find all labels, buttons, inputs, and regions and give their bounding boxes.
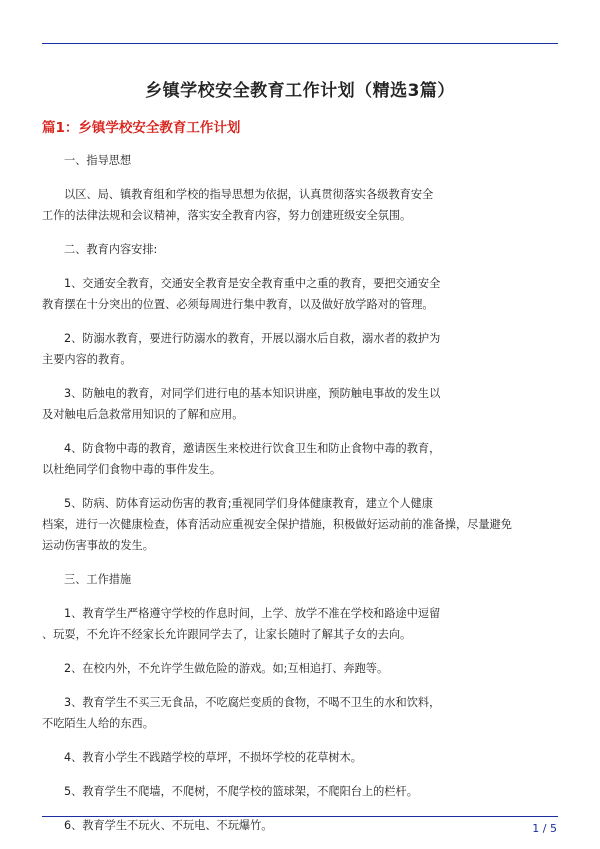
paragraph-line: 3、防触电的教育，对同学们进行电的基本知识讲座，预防触电事故的发生以 [64,387,441,400]
section-heading: 二、教育内容安排: [64,243,158,256]
paragraph [42,493,558,556]
paragraph-line: 不吃陌生人给的东西。 [42,717,154,730]
paragraph-line: 主要内容的教育。 [42,353,132,366]
paragraph-line: 、玩耍，不允许不经家长允许跟同学去了，让家长随时了解其子女的去向。 [42,628,412,641]
paragraph-line: 1、教育学生严格遵守学校的作息时间，上学、放学不准在学校和路途中逗留 [64,607,441,620]
paragraph [42,692,558,734]
paragraph [42,438,558,480]
paragraph-line: 以杜绝同学们食物中毒的事件发生。 [42,463,222,476]
paragraph-line: 及对触电后急救常用知识的了解和应用。 [42,408,244,421]
paragraph [42,184,558,226]
page-indicator: 1 / 5 [532,822,557,835]
paragraph-line: 1、交通安全教育，交通安全教育是安全教育重中之重的教育，要把交通安全 [64,277,441,290]
paragraph-line: 2、在校内外，不允许学生做危险的游戏。如;互相追打、奔跑等。 [64,662,389,675]
paragraph-line: 5、防病、防体育运动伤害的教育;重视同学们身体健康教育，建立个人健康 [64,497,433,510]
paragraph-line: 3、教育学生不买三无食品，不吃腐烂变质的食物，不喝不卫生的水和饮料， [64,696,441,709]
paragraph-line: 6、教育学生不玩火、不玩电、不玩爆竹。 [64,819,273,832]
paragraph-line: 4、教育小学生不践踏学校的草坪，不损坏学校的花草树木。 [64,751,362,764]
document-body [42,150,558,849]
paragraph-line: 4、防食物中毒的教育，邀请医生来校进行饮食卫生和防止食物中毒的教育， [64,442,441,455]
paragraph-line: 2、防溺水教育，要进行防溺水的教育，开展以溺水后自救，溺水者的救护为 [64,332,441,345]
paragraph [42,328,558,370]
paragraph [42,658,558,679]
paragraph-line: 运动伤害事故的发生。 [42,539,154,552]
paragraph [42,383,558,425]
paragraph-line: 5、教育学生不爬墙，不爬树，不爬学校的篮球架，不爬阳台上的栏杆。 [64,785,418,798]
section-heading: 三、工作措施 [64,573,132,586]
header-rule [42,43,558,44]
paragraph-line: 工作的法律法规和会议精神，落实安全教育内容，努力创建班级安全氛围。 [42,209,412,222]
paragraph-line: 以区、局、镇教育组和学校的指导思想为依据，认真贯彻落实各级教育安全 [64,188,434,201]
paragraph [42,273,558,315]
article-title: 篇1：乡镇学校安全教育工作计划 [42,120,241,136]
document-title: 乡镇学校安全教育工作计划（精选3篇） [145,81,455,101]
paragraph-line: 教育摆在十分突出的位置、必须每周进行集中教育，以及做好放学路对的管理。 [42,298,434,311]
paragraph [42,815,558,836]
paragraph [42,781,558,802]
paragraph [42,603,558,645]
section-heading: 一、指导思想 [64,154,132,167]
footer-rule [42,816,558,817]
paragraph [42,747,558,768]
paragraph-line: 档案，进行一次健康检查，体育活动应重视安全保护措施，积极做好运动前的准备操，尽量避免 [42,518,512,531]
